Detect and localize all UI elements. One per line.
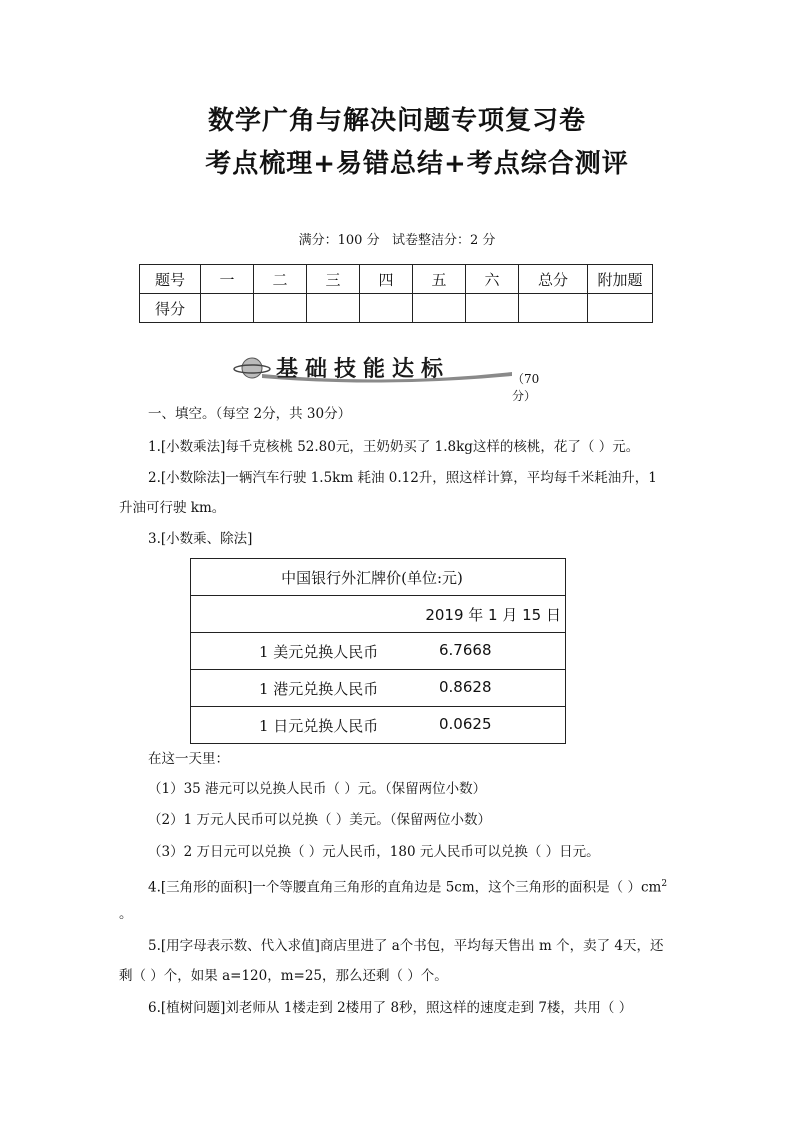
exchange-table-date: 2019 年 1 月 15 日: [425, 606, 561, 624]
exchange-rate-table: [190, 558, 566, 744]
title-line-1: 数学广角与解决问题专项复习卷: [207, 106, 586, 136]
score-cell[interactable]: [519, 294, 588, 323]
title-line-2: 考点梳理+易错总结+考点综合测评: [205, 149, 629, 179]
question-3-sub-2: （2）1 万元人民币可以兑换（ ）美元。（保留两位小数）: [148, 812, 492, 828]
score-cell[interactable]: [254, 294, 307, 323]
section-points: （70 分）: [512, 372, 540, 403]
score-header-cell: 五: [413, 265, 466, 294]
question-2-line-2: 升油可行驶 km。: [119, 500, 226, 516]
question-2-line-1: 2.[小数除法]一辆汽车行驶 1.5km 耗油 0.12升，照这样计算，平均每千米耗油升，1: [148, 470, 657, 486]
exchange-value: 6.7668: [439, 641, 492, 659]
question-3-intro: 在这一天里：: [148, 751, 229, 767]
score-header-cell: 六: [466, 265, 519, 294]
question-4-exponent: 2: [661, 879, 668, 889]
score-cell[interactable]: [466, 294, 519, 323]
part1-heading: 一、填空。（每空 2分，共 30分）: [148, 406, 352, 422]
section-title: 基础技能达标: [276, 357, 451, 382]
question-4-line-2: 。: [119, 906, 133, 922]
score-header-cell: 四: [360, 265, 413, 294]
exchange-label: 1 港元兑换人民币: [259, 680, 379, 698]
score-cell[interactable]: [360, 294, 413, 323]
question-4-line-1: [148, 874, 667, 898]
exchange-value: 0.8628: [439, 678, 492, 696]
exchange-table-date-row: [191, 596, 565, 633]
exchange-table-row: [191, 670, 565, 707]
score-table: [139, 264, 653, 323]
exchange-table-title-row: [191, 559, 565, 596]
score-cell[interactable]: [588, 294, 653, 323]
score-header-cell: 一: [201, 265, 254, 294]
score-header-cell: 题号: [140, 265, 201, 294]
score-table-header-row: [140, 265, 653, 294]
score-header-cell: 总分: [519, 265, 588, 294]
exchange-table-title: 中国银行外汇牌价(单位:元): [281, 569, 463, 587]
question-5-line-2: 剩（ ）个，如果 a=120，m=25，那么还剩（ ）个。: [119, 968, 448, 984]
question-5-line-1: 5.[用字母表示数、代入求值]商店里进了 a个书包，平均每天售出 m 个，卖了 4天，还: [148, 938, 664, 954]
exchange-label: 1 美元兑换人民币: [259, 643, 379, 661]
score-info: 满分：100 分 试卷整洁分：2 分: [298, 233, 496, 248]
exchange-table-row: [191, 633, 565, 670]
question-6: 6.[植树问题]刘老师从 1楼走到 2楼用了 8秒，照这样的速度走到 7楼，共用（ ）: [148, 1000, 633, 1016]
score-header-cell: 附加题: [588, 265, 653, 294]
section-banner: [232, 350, 552, 403]
exchange-table-row: [191, 707, 565, 743]
question-3-sub-3: （3）2 万日元可以兑换（ ）元人民币，180 元人民币可以兑换（ ）日元。: [148, 844, 600, 860]
score-cell[interactable]: [413, 294, 466, 323]
question-4-text: 4.[三角形的面积]一个等腰直角三角形的直角边是 5cm，这个三角形的面积是（ ）cm: [148, 879, 662, 896]
score-cell[interactable]: [307, 294, 360, 323]
exchange-value: 0.0625: [439, 715, 492, 733]
score-header-cell: 二: [254, 265, 307, 294]
question-3: 3.[小数乘、除法]: [148, 531, 253, 547]
score-cell[interactable]: [201, 294, 254, 323]
question-1: 1.[小数乘法]每千克核桃 52.80元，王奶奶买了 1.8kg这样的核桃，花了（ ）元。: [148, 439, 640, 455]
question-3-sub-1: （1）35 港元可以兑换人民币（ ）元。（保留两位小数）: [148, 781, 487, 797]
exchange-label: 1 日元兑换人民币: [259, 717, 379, 735]
score-table-score-row: [140, 294, 653, 323]
score-row-label: 得分: [140, 294, 201, 323]
score-header-cell: 三: [307, 265, 360, 294]
